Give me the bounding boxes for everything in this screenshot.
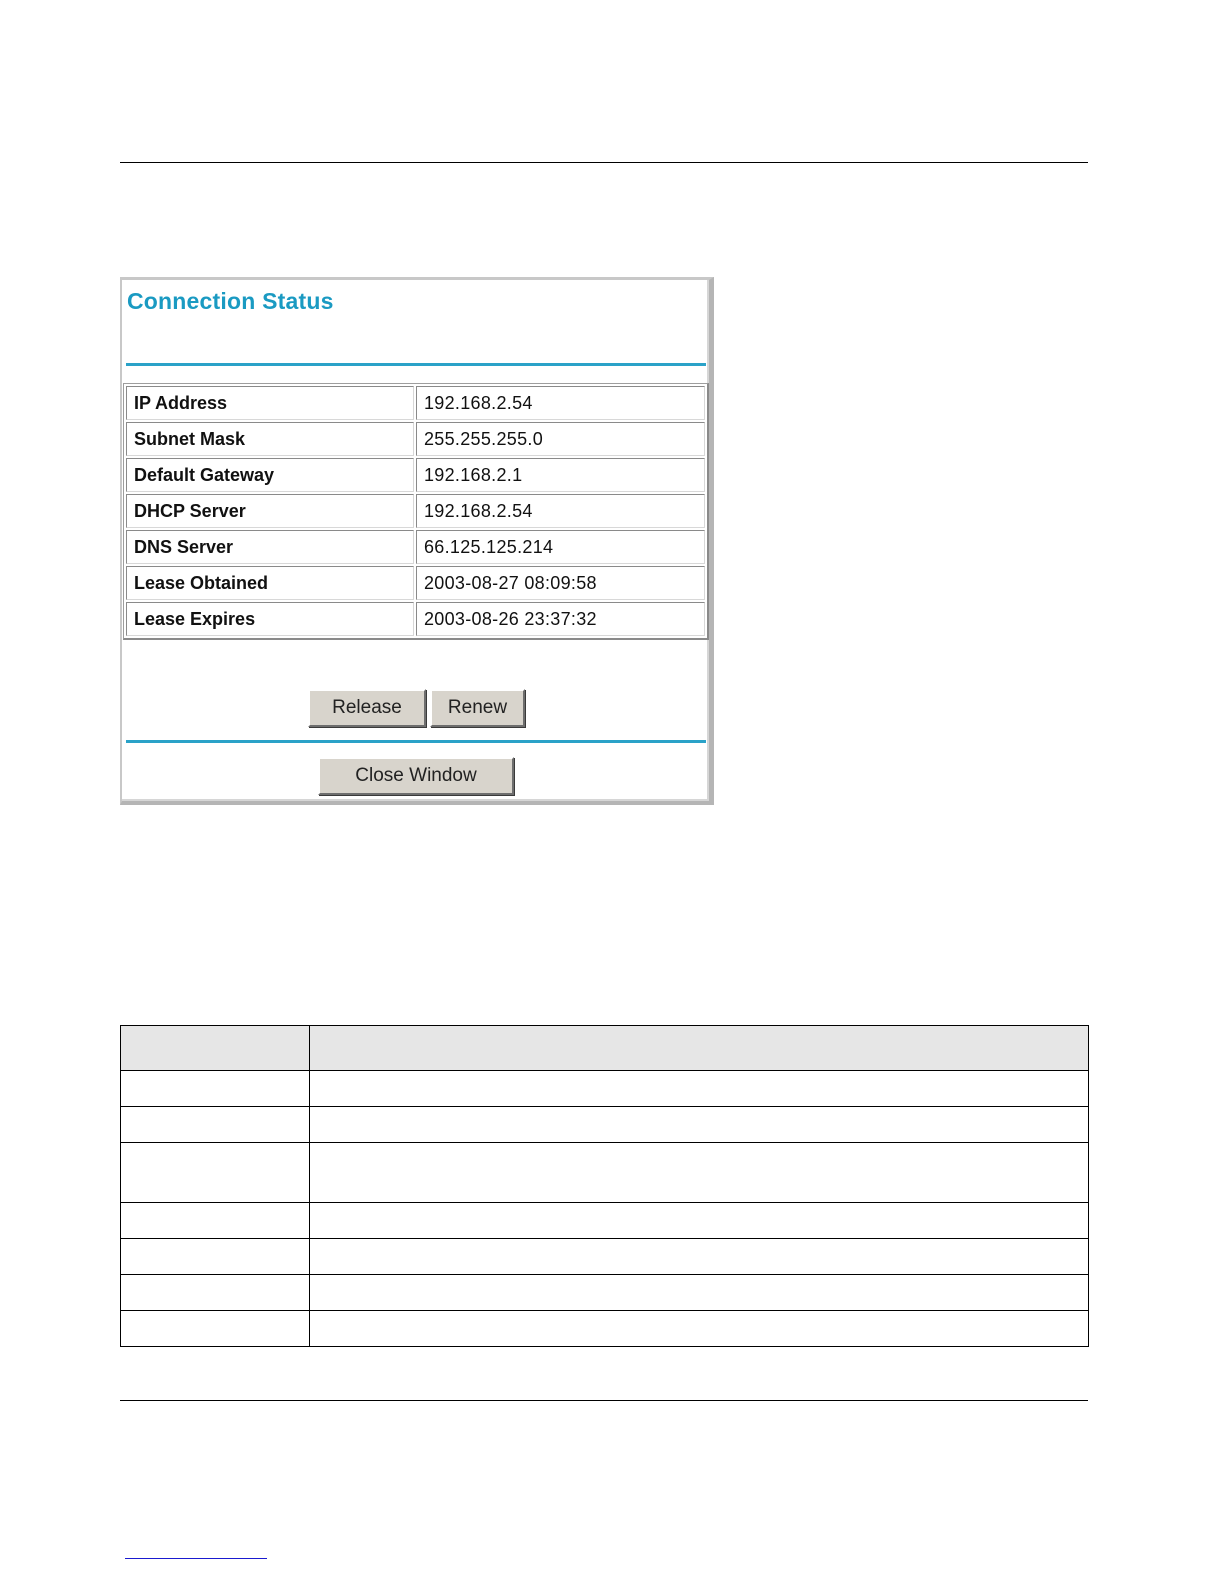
row-label: Default Gateway [126,458,414,492]
footer-rule [120,1400,1088,1401]
table-row [121,1311,1089,1347]
table-row [126,494,705,528]
row-value: 192.168.2.1 [416,458,705,492]
table-cell [121,1275,310,1311]
table-cell [121,1107,310,1143]
row-value: 192.168.2.54 [416,494,705,528]
table-cell [121,1239,310,1275]
table-cell [310,1143,1089,1203]
table-cell [310,1311,1089,1347]
table-cell [121,1143,310,1203]
table-cell [310,1107,1089,1143]
row-label: IP Address [126,386,414,420]
table-cell [121,1203,310,1239]
title-divider [126,363,706,366]
row-value: 192.168.2.54 [416,386,705,420]
renew-button[interactable]: Renew [430,689,525,727]
table-cell [121,1311,310,1347]
table-row [121,1239,1089,1275]
header-cell [121,1026,310,1071]
table-cell [310,1203,1089,1239]
table-row [121,1107,1089,1143]
table-row [121,1143,1089,1203]
row-label: Lease Expires [126,602,414,636]
table-cell [121,1071,310,1107]
row-value: 66.125.125.214 [416,530,705,564]
release-button[interactable]: Release [308,689,426,727]
header-rule [120,162,1088,163]
table-cell [310,1275,1089,1311]
description-table [120,1025,1089,1347]
table-row [126,458,705,492]
table-row [126,566,705,600]
row-label: DHCP Server [126,494,414,528]
row-value: 255.255.255.0 [416,422,705,456]
table-row [126,602,705,636]
row-value: 2003-08-26 23:37:32 [416,602,705,636]
table-row [126,422,705,456]
row-label: Lease Obtained [126,566,414,600]
status-table [123,383,709,640]
table-row [121,1275,1089,1311]
footer-link-underline[interactable] [125,1558,267,1559]
table-row [121,1203,1089,1239]
table-row [121,1071,1089,1107]
row-value: 2003-08-27 08:09:58 [416,566,705,600]
button-divider [126,740,706,743]
header-cell [310,1026,1089,1071]
row-label: DNS Server [126,530,414,564]
row-label: Subnet Mask [126,422,414,456]
table-row [126,386,705,420]
table-row [126,530,705,564]
table-cell [310,1071,1089,1107]
table-header-row [121,1026,1089,1071]
connection-status-window [120,277,714,805]
table-cell [310,1239,1089,1275]
close-window-button[interactable]: Close Window [318,757,514,795]
window-title: Connection Status [127,288,334,314]
